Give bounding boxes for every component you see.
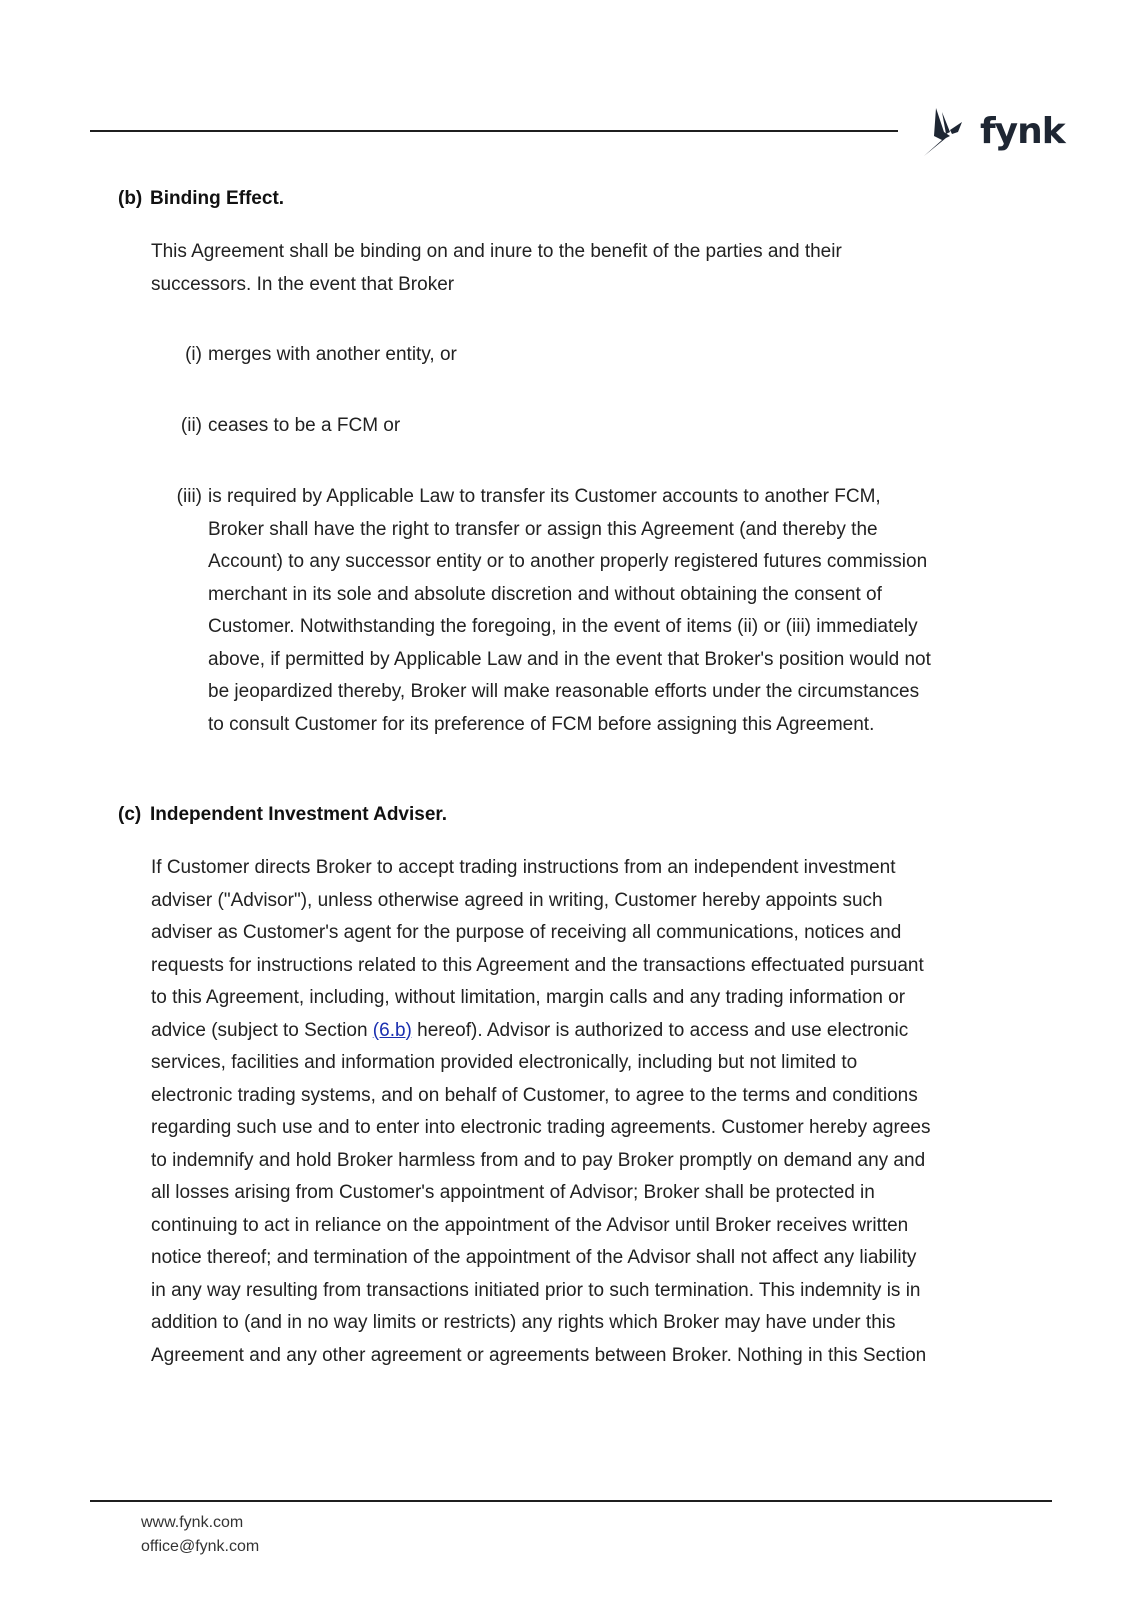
section-c-heading bbox=[118, 804, 447, 826]
logo-wordmark: fynk bbox=[980, 111, 1065, 152]
footer-website[interactable]: www.fynk.com bbox=[141, 1514, 244, 1531]
text-line: to indemnify and hold Broker harmless from and to pay Broker promptly on demand any and bbox=[151, 1149, 926, 1171]
section-c-title: Independent Investment Adviser. bbox=[150, 804, 448, 825]
text-line: merchant in its sole and absolute discretion and without obtaining the consent of bbox=[208, 583, 882, 605]
text-line: all losses arising from Customer's appointment of Advisor; Broker shall be protected in bbox=[151, 1182, 875, 1203]
list-item-text bbox=[208, 481, 1038, 741]
link-prefix: advice (subject to Section bbox=[151, 1019, 373, 1041]
text-line: is required by Applicable Law to transfer its Customer accounts to another FCM, bbox=[208, 486, 881, 507]
section-6b-link[interactable]: (6.b) bbox=[372, 1019, 412, 1041]
list-marker: (i) bbox=[185, 344, 202, 365]
text-line: to consult Customer for its preference of FCM before assigning this Agreement. bbox=[208, 713, 875, 735]
bird-icon bbox=[922, 106, 978, 160]
text-line: notice thereof; and termination of the appointment of the Advisor shall not affect any liability bbox=[151, 1247, 917, 1268]
list-marker: (ii) bbox=[180, 415, 202, 436]
text-line: in any way resulting from transactions initiated prior to such termination. This indemnity is in bbox=[151, 1279, 921, 1301]
text-line: requests for instructions related to this Agreement and the transactions effectuated pursuant bbox=[151, 954, 924, 976]
link-suffix: hereof). Advisor is authorized to access and use electronic bbox=[411, 1019, 909, 1041]
list-marker: (iii) bbox=[176, 486, 202, 507]
footer-email[interactable]: office@fynk.com bbox=[141, 1538, 260, 1555]
section-c-marker: (c) bbox=[118, 804, 142, 825]
text-line-with-link bbox=[151, 1015, 1051, 1048]
text-line: regarding such use and to enter into electronic trading agreements. Customer hereby agrees bbox=[151, 1117, 931, 1138]
section-b-title: Binding Effect. bbox=[150, 188, 285, 209]
text-line: continuing to act in reliance on the appointment of the Advisor until Broker receives written bbox=[151, 1214, 909, 1236]
text-line: successors. In the event that Broker bbox=[151, 273, 455, 295]
section-c-body bbox=[151, 852, 1051, 1372]
text-line: adviser as Customer's agent for the purpose of receiving all communications, notices and bbox=[151, 922, 902, 943]
section-b-marker: (b) bbox=[118, 188, 143, 209]
list-item-text: merges with another entity, or bbox=[208, 344, 457, 365]
section-b-heading bbox=[118, 188, 284, 210]
text-line: electronic trading systems, and on behalf of Customer, to agree to the terms and conditions bbox=[151, 1084, 918, 1106]
header-divider bbox=[90, 130, 898, 132]
text-line: If Customer directs Broker to accept trading instructions from an independent investment bbox=[151, 857, 896, 878]
text-line: above, if permitted by Applicable Law and in the event that Broker's position would not bbox=[208, 648, 931, 670]
footer-divider bbox=[90, 1500, 1052, 1502]
text-line: addition to (and in no way limits or restricts) any rights which Broker may have under this bbox=[151, 1312, 896, 1333]
text-line: This Agreement shall be binding on and inure to the benefit of the parties and their bbox=[151, 241, 842, 262]
text-line: Account) to any successor entity or to another properly registered futures commission bbox=[208, 551, 928, 572]
list-item-text: ceases to be a FCM or bbox=[208, 415, 401, 436]
text-line: to this Agreement, including, without limitation, margin calls and any trading information or bbox=[151, 987, 906, 1008]
text-line: be jeopardized thereby, Broker will make reasonable efforts under the circumstances bbox=[208, 681, 920, 702]
text-line: Customer. Notwithstanding the foregoing, in the event of items (ii) or (iii) immediately bbox=[208, 616, 918, 637]
text-line: Agreement and any other agreement or agreements between Broker. Nothing in this Section bbox=[151, 1344, 927, 1366]
fynk-logo bbox=[922, 106, 1065, 160]
section-b-intro bbox=[151, 236, 1051, 301]
text-line: services, facilities and information provided electronically, including but not limited to bbox=[151, 1052, 858, 1073]
text-line: adviser ("Advisor"), unless otherwise agreed in writing, Customer hereby appoints such bbox=[151, 889, 883, 911]
text-line: Broker shall have the right to transfer or assign this Agreement (and thereby the bbox=[208, 518, 878, 540]
